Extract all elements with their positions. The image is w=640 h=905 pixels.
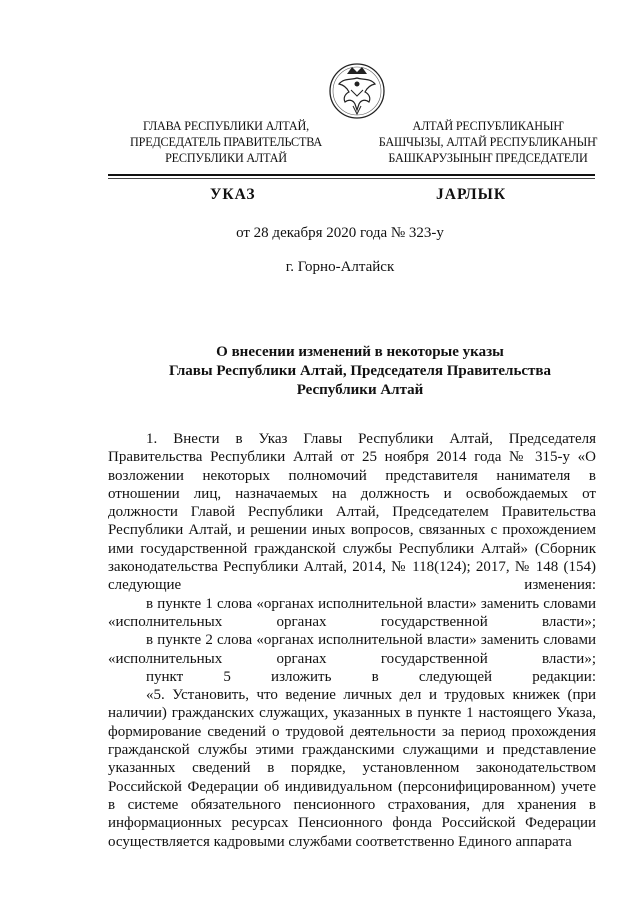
header-left-line: РЕСПУБЛИКИ АЛТАЙ bbox=[165, 151, 287, 165]
body-paragraph: 1. Внести в Указ Главы Республики Алтай, Председателя Правительства Республики Алтай от 25 ноября 2014 года № 315-у «О возложении некоторых полномочий представителя нанимателя в отношении лиц, назначаемых на должность и освобождаемых от должности Главой Республики Алтай, Председателем Правительства Республики Алтай, и решении иных вопросов, связанных с прохождением ими государственной гражданской службы Республики Алтай» (Сборник законодательства Республики Алтай, 2014, № 118(124); 2017, № 148 (154) следующие изменения: bbox=[108, 431, 596, 594]
document-body bbox=[108, 430, 596, 851]
city-line: г. Горно-Алтайск bbox=[285, 259, 395, 275]
body-paragraph: в пункте 2 слова «органах исполнительной власти» заменить словами «исполнительных органах государственной власти»; bbox=[108, 632, 596, 667]
title-line: Республики Алтай bbox=[296, 382, 424, 398]
header-divider-thin bbox=[108, 178, 595, 179]
date-line: от 28 декабря 2020 года № 323-у bbox=[236, 225, 444, 241]
doc-type-altai: ЈАРЛЫК bbox=[436, 186, 507, 203]
header-divider-thick bbox=[108, 174, 595, 176]
header-right-line: БАШКАРУЗЫНЫҤ ПРЕДСЕДАТЕЛИ bbox=[388, 151, 588, 165]
coat-of-arms-emblem bbox=[327, 58, 387, 122]
body-paragraph: в пункте 1 слова «органах исполнительной власти» заменить словами «исполнительных органах государственной власти»; bbox=[108, 595, 596, 630]
header-left-line: ГЛАВА РЕСПУБЛИКИ АЛТАЙ, bbox=[143, 119, 309, 133]
header-left-line: ПРЕДСЕДАТЕЛЬ ПРАВИТЕЛЬСТВА bbox=[130, 135, 322, 149]
body-paragraph: пункт 5 изложить в следующей редакции: bbox=[146, 668, 596, 685]
header-left-block bbox=[108, 118, 344, 166]
body-paragraph: «5. Установить, что ведение личных дел и трудовых книжек (при наличии) гражданских служащих, указанных в пункте 1 настоящего Указа, формирование сведений о трудовой деятельности за период прохождения гражданской службы этими гражданскими служащими и представление указанных сведений в порядке, установленном законодательством Российской Федерации об индивидуальном (персонифицированном) учете в системе обязательного пенсионного страхования, для хранения в информационных ресурсах Пенсионного фонда Российской Федерации осуществляется кадровыми службами соответственно Единого аппарата bbox=[108, 687, 596, 850]
header-right-line: БАШЧЫЗЫ, АЛТАЙ РЕСПУБЛИКАНЫҤ bbox=[378, 135, 598, 149]
doc-type-russian: УКАЗ bbox=[210, 186, 256, 203]
header-right-line: АЛТАЙ РЕСПУБЛИКАНЫҤ bbox=[412, 119, 564, 133]
header-right-block bbox=[370, 118, 606, 166]
title-line: О внесении изменений в некоторые указы bbox=[216, 344, 504, 360]
document-title bbox=[120, 343, 600, 400]
title-line: Главы Республики Алтай, Председателя Правительства bbox=[168, 363, 552, 379]
